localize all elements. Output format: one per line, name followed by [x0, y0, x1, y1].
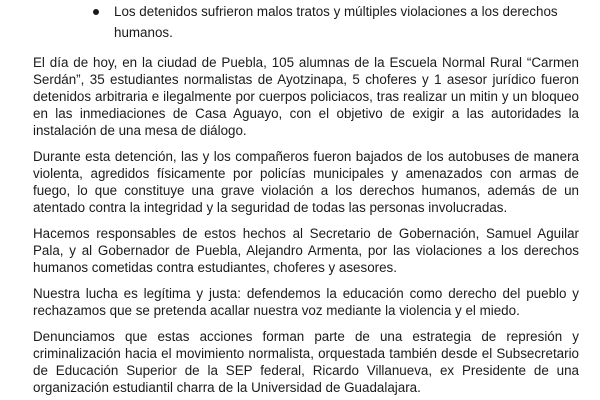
bullet-text: Los detenidos sufrieron malos tratos y múltiples violaciones a los derechos humanos. [114, 4, 558, 40]
bullet-item [93, 1, 583, 43]
bullet-dot-icon [93, 9, 99, 15]
document-body [33, 54, 579, 400]
paragraph-detention: El día de hoy, en la ciudad de Puebla, 105 alumnas de la Escuela Normal Rural “Carmen Serdán”, 35 estudiantes normalistas de Ayotzinapa, 5 choferes y 1 asesor jurídico fueron detenidos arbitraria e ilegalmente por cuerpos policiacos, tras realizar un mitin y un bloqueo en las inmediaciones de Casa Aguayo, con el objetivo de exigir a las autoridades la instalación de una mesa de diálogo. [33, 55, 579, 138]
paragraph-violence: Durante esta detención, las y los compañeros fueron bajados de los autobuses de manera violenta, agredidos físicamente por policías municipales y amenazados con armas de fuego, lo que constituye una grave violación a los derechos humanos, además de un atentado contra la integridad y la seguridad de todas las personas involucradas. [33, 149, 579, 215]
paragraph-struggle: Nuestra lucha es legítima y justa: defendemos la educación como derecho del pueblo y rechazamos que se pretenda acallar nuestra voz mediante la violencia y el miedo. [33, 286, 579, 318]
paragraph-denunciation: Denunciamos que estas acciones forman parte de una estrategia de represión y criminalización hacia el movimiento normalista, orquestada también desde el Subsecretario de Educación Superior de la SEP federal, Ricardo Villanueva, ex Presidente de una organización estudiantil charra de la Universidad de Guadalajara. [33, 329, 579, 395]
paragraph-responsibility: Hacemos responsables de estos hechos al Secretario de Gobernación, Samuel Aguilar Pala, y al Gobernador de Puebla, Alejandro Armenta, por las violaciones a los derechos humanos cometidas contra estudiantes, choferes y asesores. [33, 226, 579, 275]
bullet-list [93, 1, 583, 43]
